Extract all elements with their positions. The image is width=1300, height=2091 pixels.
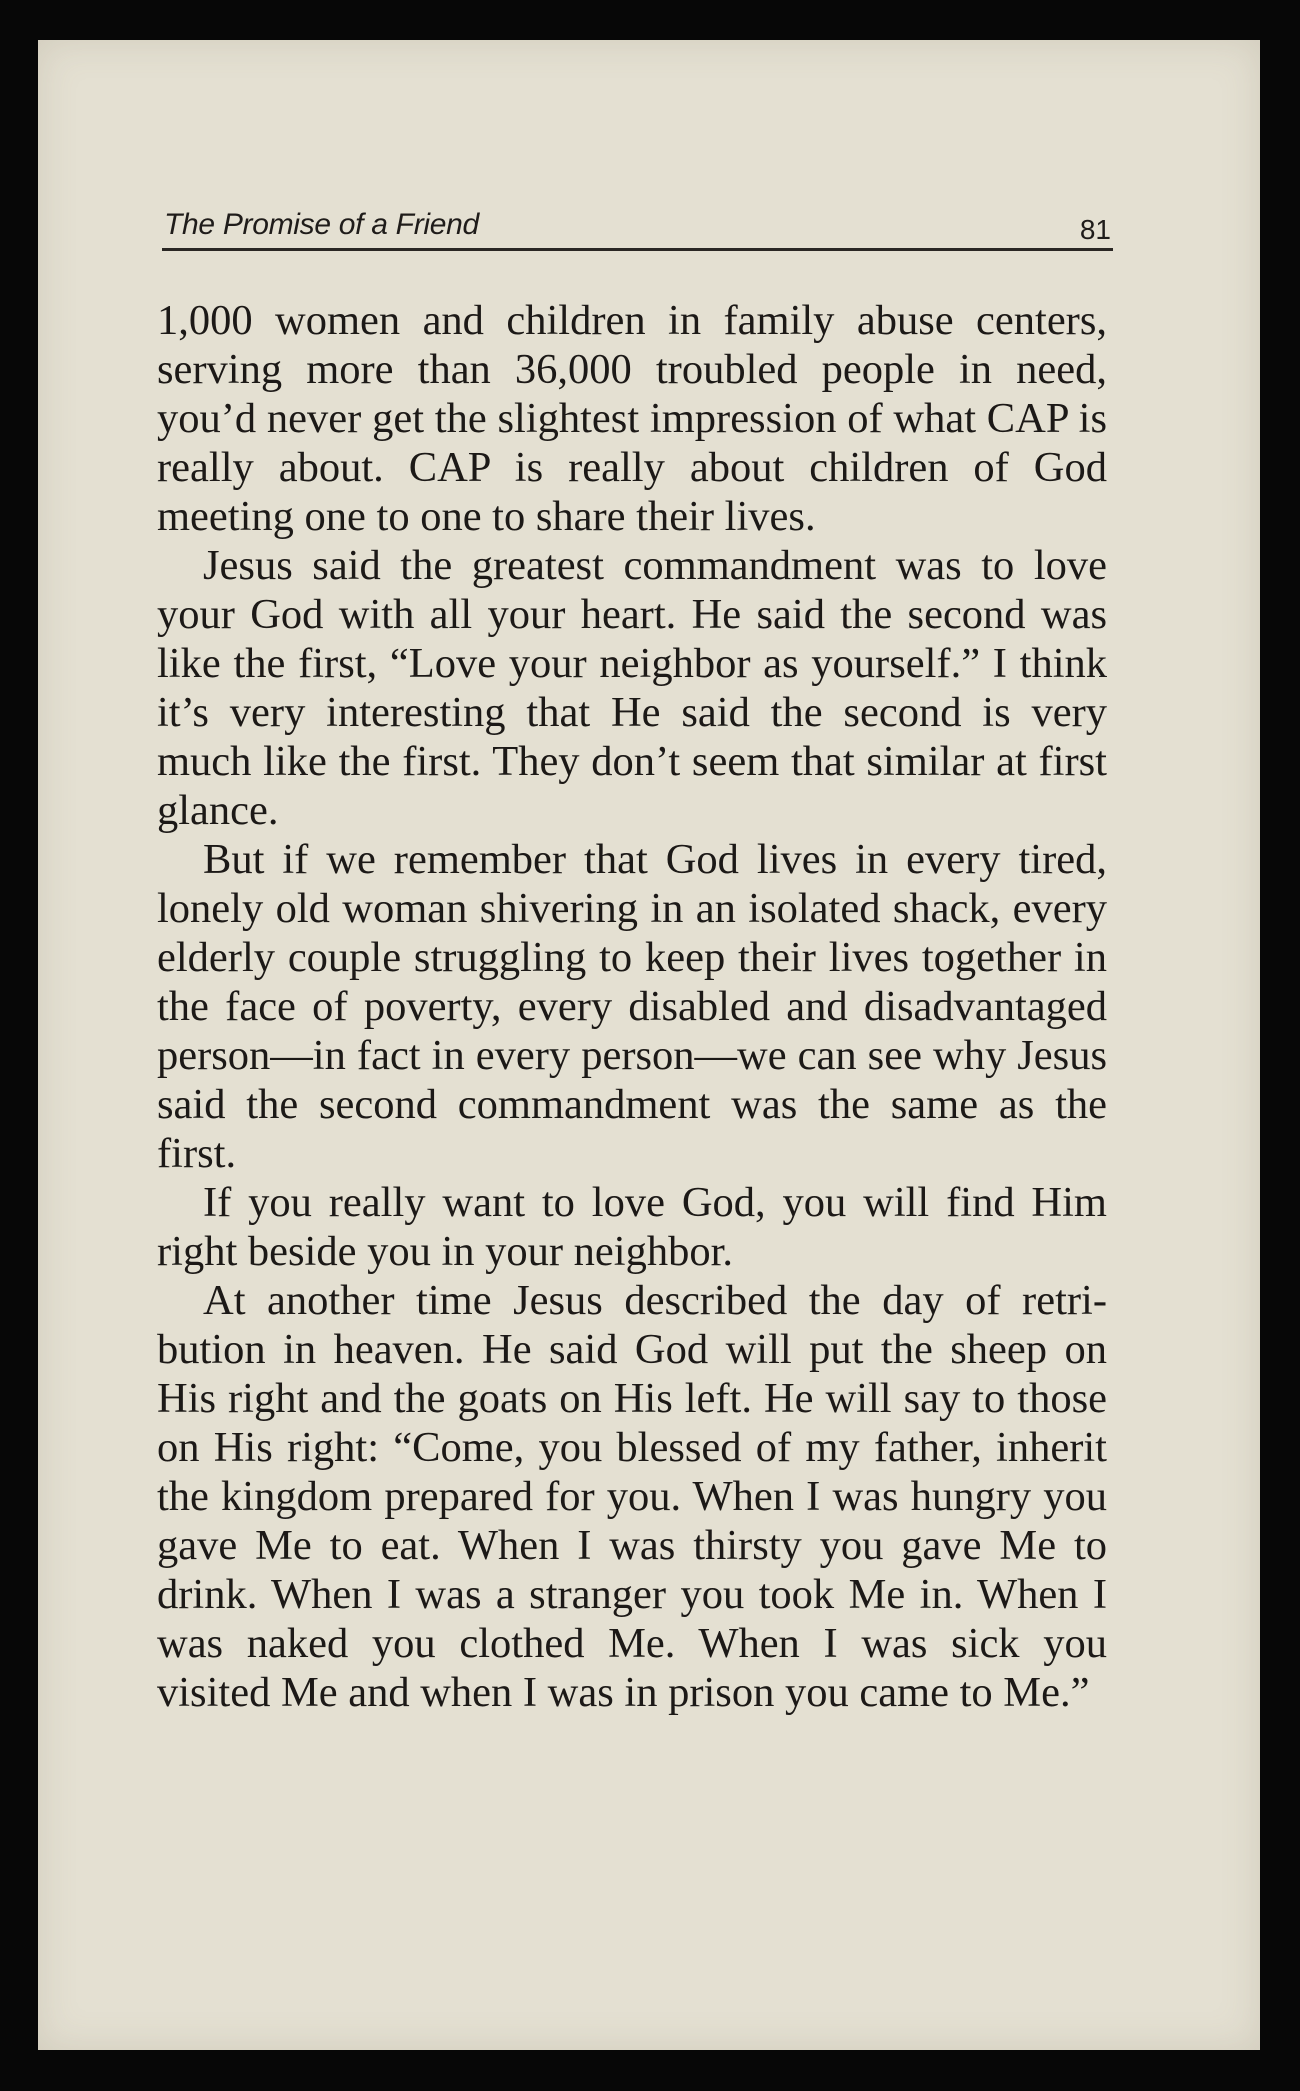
page-number: 81 (1079, 214, 1111, 245)
paragraph: At another time Jesus described the day of retribution in heaven. He said God will put the sheep on His right and the goats on His left. He will say to those on His right: “Come, you blessed of my father, inherit the kingdom prepared for you. When I was hungry you gave Me to eat. When I was thirsty you gave Me to drink. When I was a stranger you took Me in. When I was naked you clothed Me. When I was sick you visited Me and when I was in prison you came to Me.” (157, 1277, 1107, 1716)
running-title: The Promise of a Friend (164, 208, 479, 241)
body-text (157, 296, 1107, 1717)
paragraph: But if we remember that God lives in every tired, lonely old woman shivering in an isolated shack, every elderly couple struggling to keep their lives together in the face of poverty, every disabled and disadvantaged person—in fact in every person—we can see why Jesus said the second commandment was the same as the first. (157, 836, 1107, 1177)
paragraph: Jesus said the greatest commandment was to love your God with all your heart. He said the second was like the first, “Love your neighbor as yourself.” I think it’s very interesting that He said the second is very much like the first. They don’t seem that similar at first glance. (157, 542, 1107, 834)
running-head (162, 208, 1113, 251)
paragraph: If you really want to love God, you will find Him right beside you in your neighbor. (157, 1179, 1107, 1275)
paragraph: 1,000 women and children in family abuse centers, serving more than 36,000 troubled people in need, you’d never get the slightest impression of what CAP is really about. CAP is really about children of God meeting one to one to share their lives. (157, 297, 1107, 540)
